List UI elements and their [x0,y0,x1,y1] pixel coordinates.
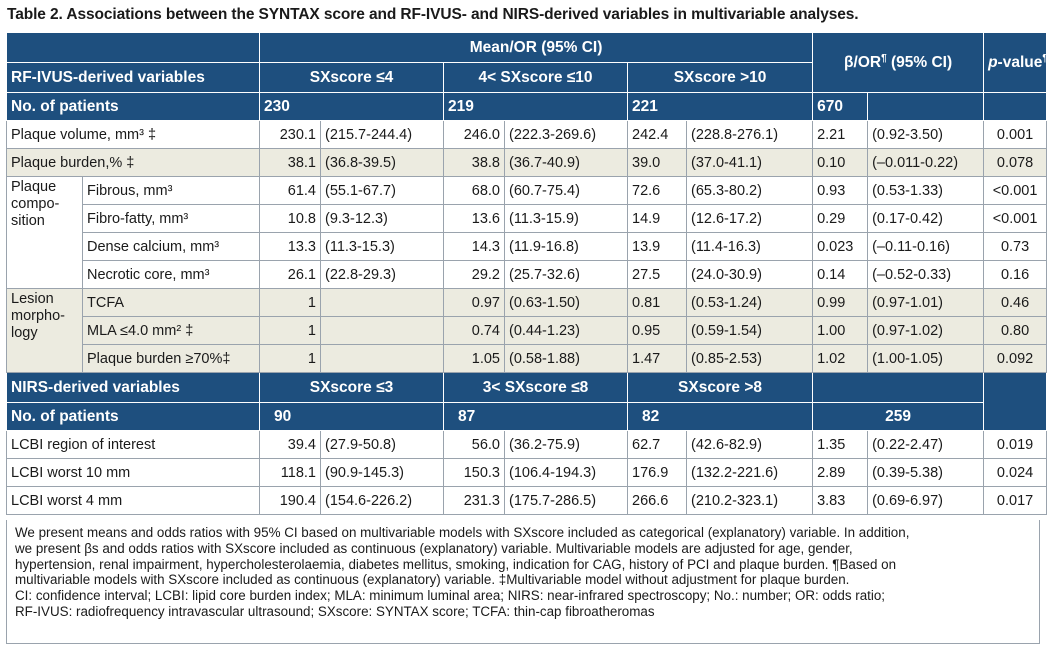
cell-beta-ci: (0.22-2.47) [868,431,984,459]
nirs-group-3: SXscore >8 [628,373,813,403]
cell-beta-ci: (–0.011-0.22) [868,149,984,177]
table-row [7,487,1047,515]
cell-pvalue: <0.001 [984,205,1047,233]
cell-ci-2: (106.4-194.3) [505,459,628,487]
cell-mean-3: 1.47 [628,345,687,373]
table-row [7,233,1047,261]
table-row [7,205,1047,233]
rf-section-label: RF-IVUS-derived variables [7,63,260,93]
nirs-group-2: 3< SXscore ≤8 [444,373,628,403]
cell-mean-2: 0.74 [444,317,505,345]
group-label: Plaque compo-sition [7,177,83,289]
cell-beta-ci: (1.00-1.05) [868,345,984,373]
cell-mean-1: 118.1 [260,459,321,487]
header-pvalue: p-value¶ [984,33,1047,93]
cell-mean-3: 39.0 [628,149,687,177]
cell-mean-3: 13.9 [628,233,687,261]
table-row [7,289,1047,317]
row-label: Plaque burden,% ‡ [7,149,260,177]
cell-mean-3: 62.7 [628,431,687,459]
header-beta-or: β/OR¶ (95% CI) [813,33,984,93]
cell-beta: 0.10 [813,149,868,177]
cell-mean-2: 1.05 [444,345,505,373]
cell-mean-1: 26.1 [260,261,321,289]
cell-mean-1: 13.3 [260,233,321,261]
cell-ci-2: (11.3-15.9) [505,205,628,233]
row-label: LCBI worst 4 mm [7,487,260,515]
cell-ci-3: (12.6-17.2) [687,205,813,233]
table-row [7,121,1047,149]
row-label: Fibro-fatty, mm³ [83,205,260,233]
cell-pvalue: <0.001 [984,177,1047,205]
cell-beta: 0.14 [813,261,868,289]
cell-ci-2: (0.44-1.23) [505,317,628,345]
results-table [6,32,1047,515]
cell-ci-1 [321,317,444,345]
cell-beta: 0.29 [813,205,868,233]
cell-mean-1: 38.1 [260,149,321,177]
cell-ci-3: (11.4-16.3) [687,233,813,261]
rf-group-3: SXscore >10 [628,63,813,93]
cell-mean-2: 38.8 [444,149,505,177]
cell-ci-2: (0.63-1.50) [505,289,628,317]
cell-ci-3: (0.53-1.24) [687,289,813,317]
cell-ci-3: (0.85-2.53) [687,345,813,373]
cell-beta-ci: (0.69-6.97) [868,487,984,515]
cell-pvalue: 0.16 [984,261,1047,289]
cell-mean-2: 29.2 [444,261,505,289]
cell-mean-1: 10.8 [260,205,321,233]
cell-ci-2: (36.2-75.9) [505,431,628,459]
cell-ci-3: (132.2-221.6) [687,459,813,487]
cell-ci-2: (11.9-16.8) [505,233,628,261]
cell-beta-ci: (0.39-5.38) [868,459,984,487]
row-label: Fibrous, mm³ [83,177,260,205]
cell-beta-ci: (–0.11-0.16) [868,233,984,261]
table-row [7,459,1047,487]
table-row [7,149,1047,177]
cell-ci-1: (22.8-29.3) [321,261,444,289]
nirs-patients-total: 259 [813,403,984,431]
cell-mean-2: 13.6 [444,205,505,233]
cell-beta-ci: (0.53-1.33) [868,177,984,205]
cell-ci-1: (90.9-145.3) [321,459,444,487]
row-label: Dense calcium, mm³ [83,233,260,261]
cell-beta-ci: (–0.52-0.33) [868,261,984,289]
footnote-line: hypertension, renal impairment, hypercholesterolaemia, diabetes mellitus, smoking, indication for CAG, history of PCI and plaque burden. ¶Based on [15,556,897,572]
cell-beta: 0.99 [813,289,868,317]
table-row [7,317,1047,345]
cell-ci-3: (37.0-41.1) [687,149,813,177]
cell-beta: 1.00 [813,317,868,345]
nirs-patients-label: No. of patients [7,403,260,431]
rf-patients-label: No. of patients [7,93,260,121]
cell-mean-1: 230.1 [260,121,321,149]
cell-mean-2: 150.3 [444,459,505,487]
cell-ci-2: (222.3-269.6) [505,121,628,149]
nirs-patients-2: 87 [444,403,628,431]
header-blank [7,33,260,63]
table-row [7,345,1047,373]
footnote-line: we present βs and odds ratios with SXscore included as continuous (explanatory) variable. Multivariable models are adjusted for age, gender, [15,540,853,556]
cell-ci-3: (24.0-30.9) [687,261,813,289]
row-label: Plaque volume, mm³ ‡ [7,121,260,149]
rf-patients-total: 670 [813,93,868,121]
cell-mean-2: 68.0 [444,177,505,205]
cell-ci-2: (0.58-1.88) [505,345,628,373]
cell-ci-1: (215.7-244.4) [321,121,444,149]
cell-pvalue: 0.80 [984,317,1047,345]
cell-ci-2: (25.7-32.6) [505,261,628,289]
cell-beta-ci: (0.97-1.01) [868,289,984,317]
table-body [7,33,1047,515]
cell-beta: 0.023 [813,233,868,261]
rf-patients-2: 219 [444,93,628,121]
cell-ci-1: (11.3-15.3) [321,233,444,261]
footnote-line: multivariable models with SXscore included as continuous (explanatory) variable. ‡Multivariable model without adjustment for plaque burden. [15,572,850,588]
cell-beta: 1.35 [813,431,868,459]
rf-patients-blank [984,93,1047,121]
cell-beta-ci: (0.97-1.02) [868,317,984,345]
header-mean-or: Mean/OR (95% CI) [260,33,813,63]
cell-mean-2: 246.0 [444,121,505,149]
cell-ci-3: (210.2-323.1) [687,487,813,515]
cell-ci-1 [321,289,444,317]
rf-patients-blank [868,93,984,121]
cell-mean-3: 14.9 [628,205,687,233]
cell-ci-1: (55.1-67.7) [321,177,444,205]
nirs-patients-row [7,403,1047,431]
cell-mean-3: 72.6 [628,177,687,205]
cell-mean-3: 0.81 [628,289,687,317]
table-row [7,177,1047,205]
cell-mean-2: 0.97 [444,289,505,317]
footnote [6,520,1040,644]
cell-ci-3: (65.3-80.2) [687,177,813,205]
header-row-1 [7,33,1047,63]
cell-ci-2: (60.7-75.4) [505,177,628,205]
cell-mean-3: 242.4 [628,121,687,149]
footnote-line: RF-IVUS: radiofrequency intravascular ultrasound; SXscore: SYNTAX score; TCFA: thin-cap fibroatheromas [15,603,655,619]
cell-pvalue: 0.078 [984,149,1047,177]
row-label: TCFA [83,289,260,317]
cell-mean-3: 0.95 [628,317,687,345]
cell-mean-1: 1 [260,317,321,345]
cell-mean-2: 14.3 [444,233,505,261]
cell-beta: 1.02 [813,345,868,373]
rf-patients-3: 221 [628,93,813,121]
cell-mean-2: 56.0 [444,431,505,459]
footnote-line: We present means and odds ratios with 95% CI based on multivariable models with SXscore included as categorical (explanatory) variable. In addition, [15,525,910,540]
cell-pvalue: 0.46 [984,289,1047,317]
nirs-header-row [7,373,1047,403]
row-label: Plaque burden ≥70%‡ [83,345,260,373]
cell-ci-3: (42.6-82.9) [687,431,813,459]
rf-group-2: 4< SXscore ≤10 [444,63,628,93]
cell-beta-ci: (0.92-3.50) [868,121,984,149]
cell-ci-1: (154.6-226.2) [321,487,444,515]
cell-mean-1: 1 [260,345,321,373]
nirs-patients-3: 82 [628,403,813,431]
table-row [7,431,1047,459]
cell-ci-1: (27.9-50.8) [321,431,444,459]
table-title: Table 2. Associations between the SYNTAX score and RF-IVUS- and NIRS-derived variables in multivariable analyses. [7,6,859,23]
cell-beta: 0.93 [813,177,868,205]
cell-ci-1: (9.3-12.3) [321,205,444,233]
cell-ci-2: (175.7-286.5) [505,487,628,515]
row-label: Necrotic core, mm³ [83,261,260,289]
rf-patients-row [7,93,1047,121]
nirs-header-blank [984,373,1047,431]
cell-pvalue: 0.017 [984,487,1047,515]
nirs-group-1: SXscore ≤3 [260,373,444,403]
cell-mean-1: 1 [260,289,321,317]
footnote-line: CI: confidence interval; LCBI: lipid core burden index; MLA: minimum luminal area; NIRS: near-infrared spectroscopy; No.: number; OR: odds ratio; [15,588,886,604]
nirs-section-label: NIRS-derived variables [7,373,260,403]
cell-mean-1: 39.4 [260,431,321,459]
row-label: LCBI region of interest [7,431,260,459]
rf-group-1: SXscore ≤4 [260,63,444,93]
row-label: LCBI worst 10 mm [7,459,260,487]
cell-mean-3: 266.6 [628,487,687,515]
cell-beta: 2.21 [813,121,868,149]
nirs-header-blank [813,373,984,403]
cell-ci-1: (36.8-39.5) [321,149,444,177]
cell-mean-1: 190.4 [260,487,321,515]
cell-pvalue: 0.092 [984,345,1047,373]
cell-beta: 2.89 [813,459,868,487]
nirs-patients-1: 90 [260,403,444,431]
cell-pvalue: 0.001 [984,121,1047,149]
rf-patients-1: 230 [260,93,444,121]
table-row [7,261,1047,289]
cell-ci-2: (36.7-40.9) [505,149,628,177]
cell-mean-3: 27.5 [628,261,687,289]
cell-mean-1: 61.4 [260,177,321,205]
cell-beta-ci: (0.17-0.42) [868,205,984,233]
cell-mean-3: 176.9 [628,459,687,487]
cell-ci-3: (0.59-1.54) [687,317,813,345]
group-label: Lesion morpho-logy [7,289,83,373]
row-label: MLA ≤4.0 mm² ‡ [83,317,260,345]
cell-mean-2: 231.3 [444,487,505,515]
cell-pvalue: 0.73 [984,233,1047,261]
cell-beta: 3.83 [813,487,868,515]
cell-ci-3: (228.8-276.1) [687,121,813,149]
cell-pvalue: 0.019 [984,431,1047,459]
cell-pvalue: 0.024 [984,459,1047,487]
cell-ci-1 [321,345,444,373]
